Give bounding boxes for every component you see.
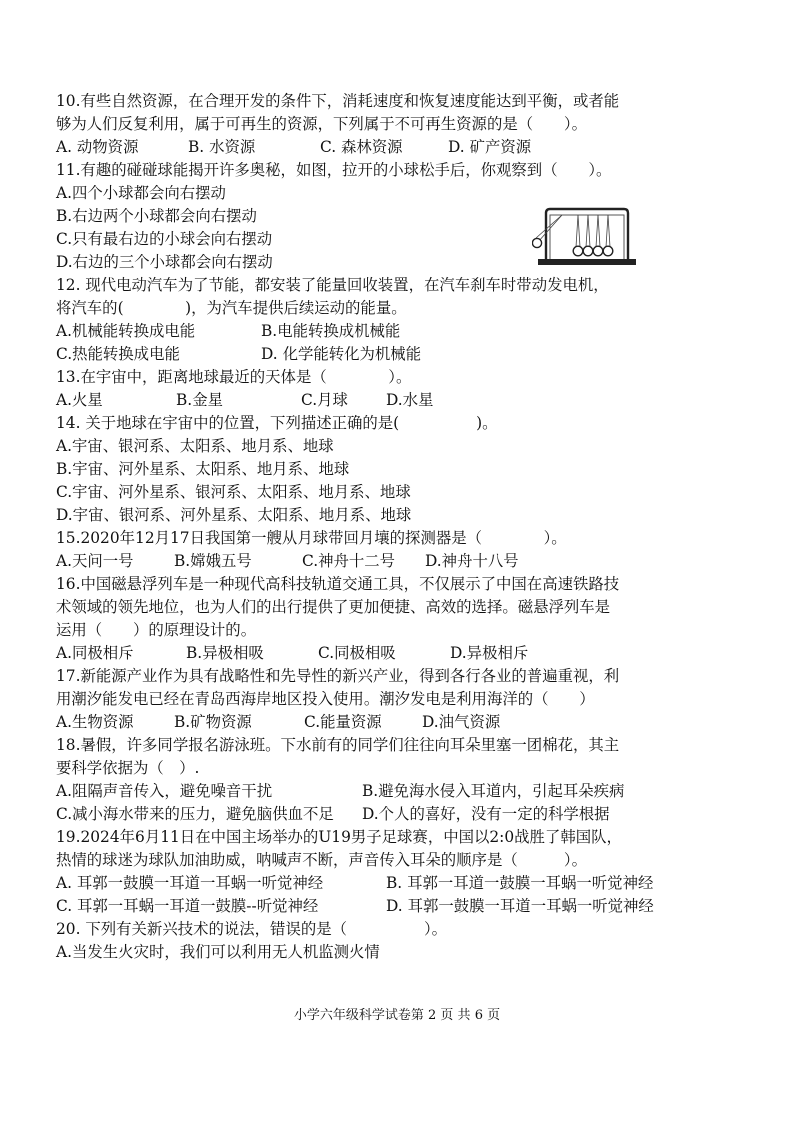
option-a: A.天问一号: [56, 552, 134, 570]
option-a: A.同极相斥: [56, 644, 134, 662]
question-18-options-row1: [56, 780, 716, 803]
option-c: C.月球: [301, 391, 348, 409]
question-10-text: 够为人们反复利用，属于可再生的资源，下列属于不可再生资源的是（ ）。: [56, 115, 587, 133]
option-b: B.矿物资源: [174, 713, 252, 731]
option-b: B.电能转换成机械能: [261, 322, 401, 340]
option-c: C.宇宙、河外星系、银河系、太阳系、地月系、地球: [56, 483, 411, 501]
option-c: C. 森林资源: [320, 138, 403, 156]
option-b: B. 耳郭一耳道一鼓膜一耳蜗一听觉神经: [386, 874, 654, 892]
question-19-options-row2: [56, 895, 716, 918]
option-d: D. 矿产资源: [448, 138, 532, 156]
option-d: D.异极相斥: [450, 644, 529, 662]
option-d: D.水星: [386, 391, 434, 409]
question-17-options: [56, 711, 716, 734]
option-d: D. 化学能转化为机械能: [261, 345, 422, 363]
option-c: C.减小海水带来的压力，避免脑供血不足: [56, 805, 334, 823]
option-a: A. 耳郭一鼓膜一耳道一耳蜗一听觉神经: [56, 874, 324, 892]
newtons-cradle-figure: [532, 205, 640, 269]
option-a: A. 动物资源: [56, 138, 139, 156]
question-20-text: 20. 下列有关新兴技术的说法，错误的是（ ）。: [56, 920, 448, 938]
option-c: C.只有最右边的小球会向右摆动: [56, 230, 273, 248]
question-13: [56, 366, 716, 412]
page-footer: 小学六年级科学试卷第 2 页 共 6 页: [293, 1008, 501, 1023]
option-a: A.机械能转换成电能: [56, 322, 196, 340]
question-14-text: 14. 关于地球在宇宙中的位置，下列描述正确的是( )。: [56, 414, 498, 432]
question-16-text: 术领域的领先地位，也为人们的出行提供了更加便捷、高效的选择。磁悬浮列车是: [56, 598, 611, 616]
option-c: C. 耳郭一耳蜗一耳道一鼓膜--听觉神经: [56, 897, 319, 915]
question-10-options: [56, 136, 716, 159]
option-a: A.当发生火灾时，我们可以利用无人机监测火情: [56, 943, 380, 961]
option-c: C.同极相吸: [318, 644, 396, 662]
question-12-text: 将汽车的( )，为汽车提供后续运动的能量。: [56, 299, 407, 317]
question-16-text: 运用（ ）的原理设计的。: [56, 621, 257, 639]
question-18-text: 18.暑假，许多同学报名游泳班。下水前有的同学们往往向耳朵里塞一团棉花，其主: [56, 736, 620, 754]
option-d: D. 耳郭一鼓膜一耳道一耳蜗一听觉神经: [386, 897, 654, 915]
question-14: [56, 412, 716, 527]
question-15: [56, 527, 716, 573]
question-12: [56, 274, 716, 366]
option-c: C.神舟十二号: [302, 552, 396, 570]
option-d: D.油气资源: [422, 713, 501, 731]
question-18-options-row2: [56, 803, 716, 826]
option-a: A.宇宙、银河系、太阳系、地月系、地球: [56, 437, 334, 455]
question-10-text: 10.有些自然资源，在合理开发的条件下，消耗速度和恢复速度能达到平衡，或者能: [56, 92, 620, 110]
question-15-text: 15.2020年12月17日我国第一艘从月球带回月壤的探测器是（ ）。: [56, 529, 567, 547]
question-13-options: [56, 389, 716, 412]
question-15-options: [56, 550, 716, 573]
question-18-text: 要科学依据为（ ）.: [56, 759, 200, 777]
option-d: D.宇宙、银河系、河外星系、太阳系、地月系、地球: [56, 506, 412, 524]
question-19-text: 19.2024年6月11日在中国主场举办的U19男子足球赛，中国以2:0战胜了韩国队，: [56, 828, 622, 846]
option-b: B.金星: [176, 391, 223, 409]
question-12-text: 12. 现代电动汽车为了节能，都安装了能量回收装置，在汽车刹车时带动发电机，: [56, 276, 609, 294]
question-12-options-row2: [56, 343, 716, 366]
question-13-text: 13.在宇宙中，距离地球最近的天体是（ ）。: [56, 368, 412, 386]
option-b: B.嫦娥五号: [174, 552, 252, 570]
option-d: D.个人的喜好，没有一定的科学根据: [362, 805, 610, 823]
option-b: B.右边两个小球都会向右摆动: [56, 207, 257, 225]
option-b: B. 水资源: [188, 138, 256, 156]
question-17: [56, 665, 716, 734]
question-12-options-row1: [56, 320, 716, 343]
option-d: D.右边的三个小球都会向右摆动: [56, 253, 273, 271]
question-16-text: 16.中国磁悬浮列车是一种现代高科技轨道交通工具，不仅展示了中国在高速铁路技: [56, 575, 620, 593]
question-17-text: 用潮汐能发电已经在青岛西海岸地区投入使用。潮汐发电是利用海洋的（ ）: [56, 690, 595, 708]
question-10: [56, 90, 716, 159]
option-c: C.能量资源: [304, 713, 382, 731]
option-a: A.四个小球都会向右摆动: [56, 184, 226, 202]
newtons-cradle-icon: [532, 205, 640, 269]
option-a: A.阻隔声音传入，避免噪音干扰: [56, 782, 273, 800]
cradle-balls: [532, 238, 612, 255]
question-18: [56, 734, 716, 826]
option-d: D.神舟十八号: [425, 552, 519, 570]
option-c: C.热能转换成电能: [56, 345, 180, 363]
cradle-base: [538, 259, 636, 265]
option-b: B.宇宙、河外星系、太阳系、地月系、地球: [56, 460, 350, 478]
option-a: A.生物资源: [56, 713, 134, 731]
question-19-options-row1: [56, 872, 716, 895]
option-b: B.避免海水侵入耳道内，引起耳朵疾病: [362, 782, 625, 800]
question-16-options: [56, 642, 716, 665]
option-a: A.火星: [56, 391, 103, 409]
option-b: B.异极相吸: [186, 644, 264, 662]
question-16: [56, 573, 716, 665]
question-19-text: 热情的球迷为球队加油助威，呐喊声不断，声音传入耳朵的顺序是（ ）。: [56, 851, 587, 869]
question-11-text: 11.有趣的碰碰球能揭开许多奥秘，如图，拉开的小球松手后，你观察到（ ）。: [56, 161, 612, 179]
question-19: [56, 826, 716, 918]
question-20: [56, 918, 716, 964]
question-17-text: 17.新能源产业作为具有战略性和先导性的新兴产业，得到各行各业的普遍重视，利: [56, 667, 620, 685]
